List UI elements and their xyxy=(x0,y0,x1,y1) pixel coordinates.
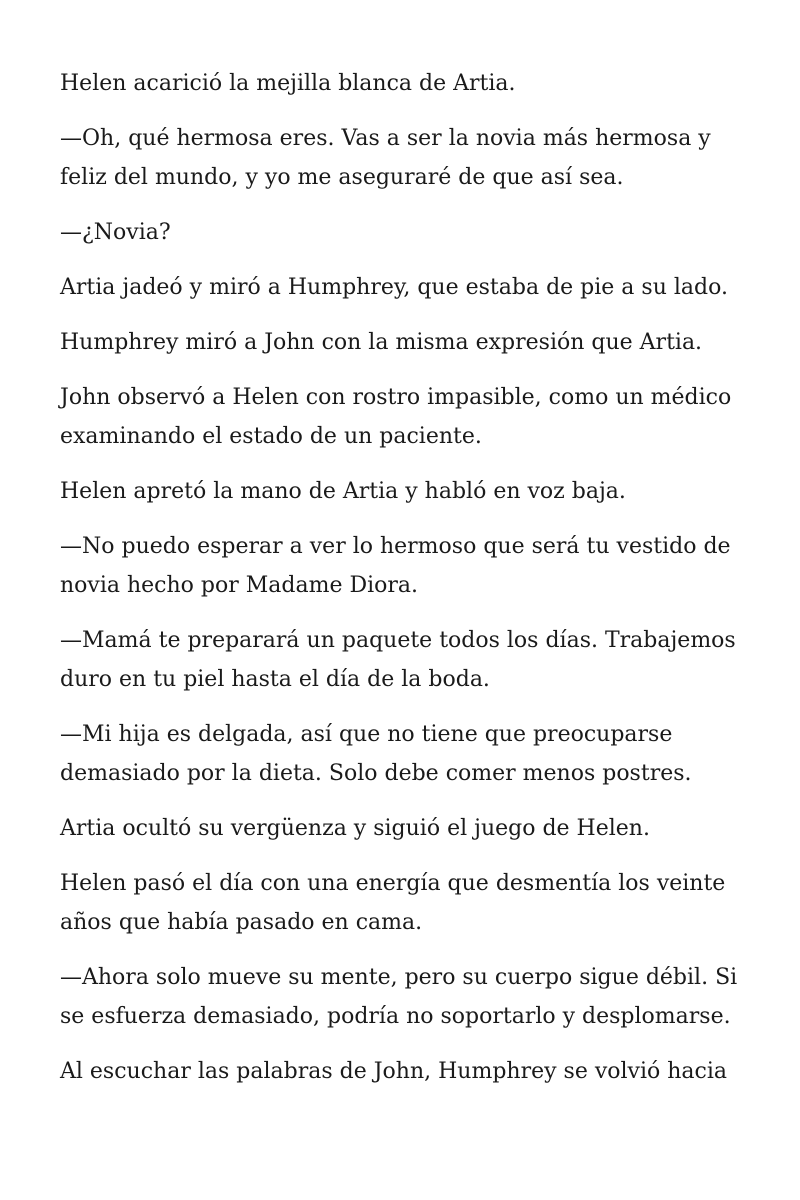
paragraph: —Mamá te preparará un paquete todos los días. Trabajemos duro en tu piel hasta el día de la boda. xyxy=(60,628,736,692)
paragraph: John observó a Helen con rostro impasible, como un médico examinando el estado de un paciente. xyxy=(60,385,732,449)
paragraph: Helen pasó el día con una energía que desmentía los veinte años que había pasado en cama. xyxy=(60,871,726,935)
paragraph: Artia jadeó y miró a Humphrey, que estaba de pie a su lado. xyxy=(60,275,728,300)
paragraph: —Oh, qué hermosa eres. Vas a ser la novia más hermosa y feliz del mundo, y yo me aseguraré de que así sea. xyxy=(60,126,711,190)
paragraph: Al escuchar las palabras de John, Humphrey se volvió hacia xyxy=(60,1059,728,1084)
paragraph: —¿Novia? xyxy=(60,220,171,245)
document-page xyxy=(60,64,760,1107)
paragraph: —No puedo esperar a ver lo hermoso que será tu vestido de novia hecho por Madame Diora. xyxy=(60,534,731,598)
paragraph: —Ahora solo mueve su mente, pero su cuerpo sigue débil. Si se esfuerza demasiado, podría no soportarlo y desplomarse. xyxy=(60,965,738,1029)
paragraph: Artia ocultó su vergüenza y siguió el juego de Helen. xyxy=(60,816,650,841)
paragraph: Helen apretó la mano de Artia y habló en voz baja. xyxy=(60,479,626,504)
paragraph: Helen acarició la mejilla blanca de Artia. xyxy=(60,71,516,96)
paragraph: —Mi hija es delgada, así que no tiene que preocuparse demasiado por la dieta. Solo debe comer menos postres. xyxy=(60,722,692,786)
paragraph: Humphrey miró a John con la misma expresión que Artia. xyxy=(60,330,703,355)
